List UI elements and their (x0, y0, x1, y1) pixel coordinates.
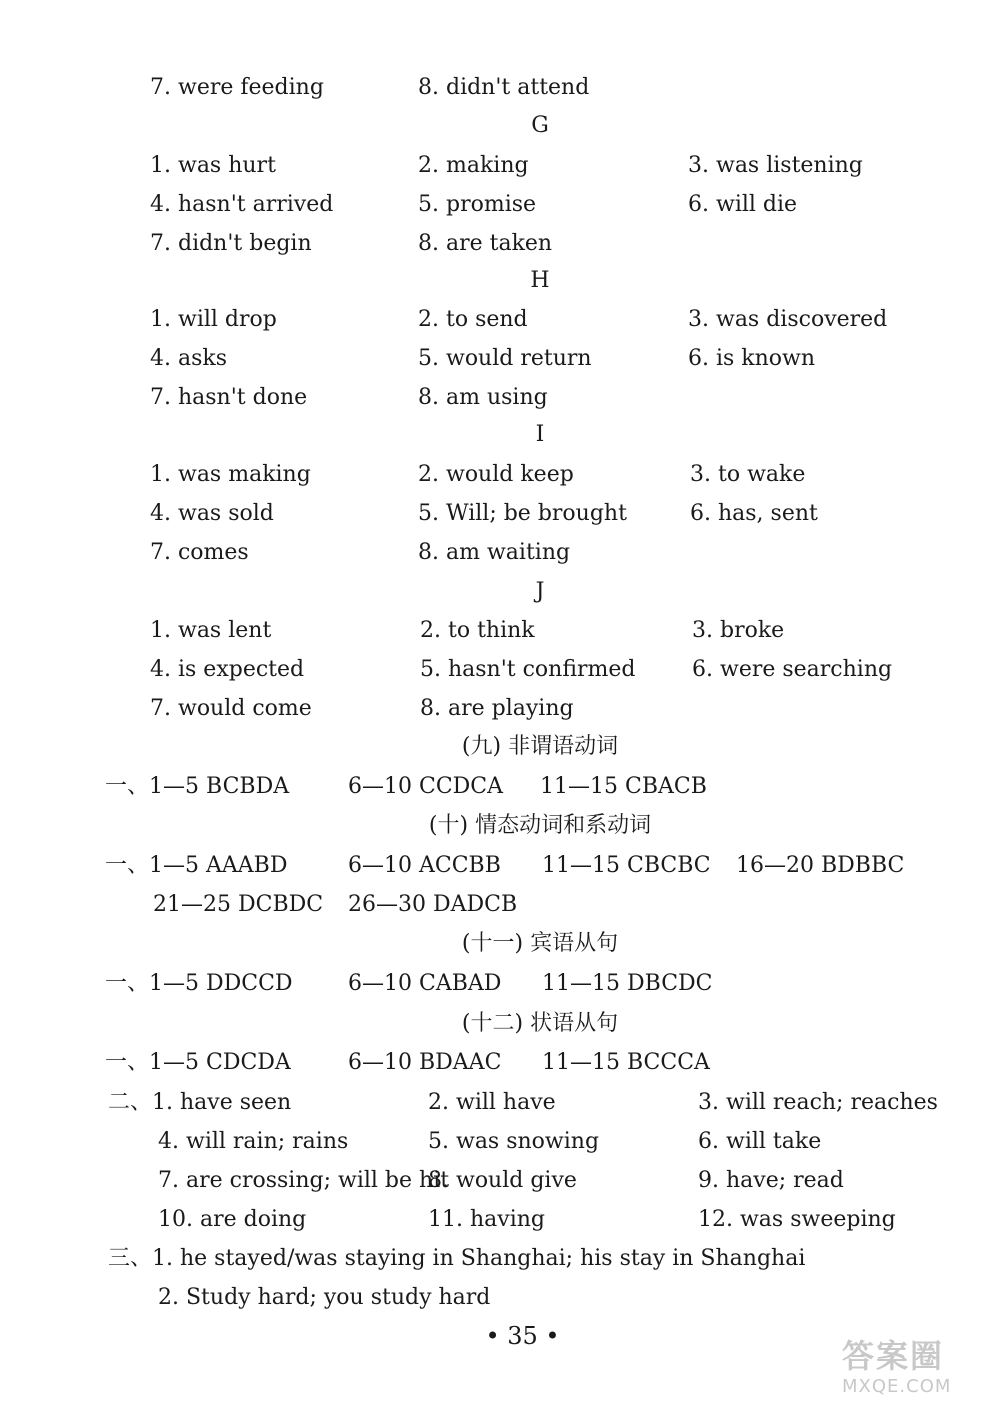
answer-item: 5. was snowing (428, 1129, 600, 1154)
answer-item: 2. Study hard; you study hard (158, 1285, 491, 1310)
watermark-text: 答案圈 (842, 1337, 945, 1375)
section-heading (0, 574, 1000, 610)
answer-item: 6—10 CCDCA (348, 774, 504, 799)
answer-item: 21—25 DCBDC (153, 892, 324, 917)
answer-item: 3. will reach; reaches (698, 1090, 938, 1115)
answer-item: 8. am using (418, 385, 548, 410)
answer-item: 11. having (428, 1207, 545, 1232)
answer-item: 6. is known (688, 346, 816, 371)
section-heading-text: I (535, 422, 545, 447)
answer-item: 8. are playing (420, 696, 574, 721)
answer-item: 7. comes (150, 540, 249, 565)
answer-row (0, 341, 1000, 377)
section-heading (0, 263, 1000, 299)
watermark-url: MXQE.COM (842, 1376, 952, 1397)
answer-item: 11—15 BCCCA (542, 1050, 710, 1075)
answer-item: 11—15 CBACB (540, 774, 707, 799)
answer-item: 3. to wake (690, 462, 806, 487)
answer-item: 5. promise (418, 192, 537, 217)
answer-item: 8. didn't attend (418, 75, 590, 100)
answer-row (0, 187, 1000, 223)
answer-item: 6—10 CABAD (348, 971, 502, 996)
answer-item: 6—10 BDAAC (348, 1050, 502, 1075)
answer-item: 6. has, sent (690, 501, 818, 526)
answer-row (0, 769, 1000, 805)
answer-item: 6—10 ACCBB (348, 853, 501, 878)
answer-row (0, 848, 1000, 884)
answer-item: 6. were searching (692, 657, 893, 682)
answer-row (0, 966, 1000, 1002)
answer-row (0, 1124, 1000, 1160)
section-heading-text: H (530, 268, 550, 293)
section-heading-text: (十一) 宾语从句 (461, 931, 619, 956)
answer-row (0, 226, 1000, 262)
section-heading (0, 926, 1000, 962)
answer-row (0, 1045, 1000, 1081)
answer-row (0, 1241, 1000, 1277)
section-heading-text: (十二) 状语从句 (461, 1011, 619, 1036)
answer-item: 1. was hurt (150, 153, 276, 178)
answer-row (0, 148, 1000, 184)
section-heading (0, 808, 1000, 844)
answer-item: 一、1—5 DDCCD (105, 971, 293, 996)
answer-item: 10. are doing (158, 1207, 307, 1232)
answer-item: 一、1—5 BCBDA (105, 774, 290, 799)
answer-item: 7. were feeding (150, 75, 324, 100)
answer-row (0, 457, 1000, 493)
answer-row (0, 302, 1000, 338)
answer-item: 三、1. he stayed/was staying in Shanghai; his stay in Shanghai (108, 1246, 806, 1271)
answer-item: 7. didn't begin (150, 231, 312, 256)
section-heading (0, 108, 1000, 144)
answer-item: 26—30 DADCB (348, 892, 518, 917)
answer-item: 1. was making (150, 462, 311, 487)
answer-row (0, 535, 1000, 571)
page-number: • 35 • (485, 1322, 560, 1350)
watermark-logo (842, 1336, 992, 1406)
answer-item: 16—20 BDBBC (736, 853, 905, 878)
answer-item: 4. hasn't arrived (150, 192, 334, 217)
answer-item: 4. is expected (150, 657, 305, 682)
answer-item: 6. will die (688, 192, 798, 217)
answer-item: 11—15 DBCDC (542, 971, 713, 996)
answer-row (0, 1202, 1000, 1238)
section-heading (0, 729, 1000, 765)
answer-item: 5. would return (418, 346, 592, 371)
answer-item: 4. asks (150, 346, 228, 371)
answer-item: 二、1. have seen (108, 1090, 292, 1115)
answer-item: 7. would come (150, 696, 312, 721)
answer-item: 5. Will; be brought (418, 501, 627, 526)
answer-item: 11—15 CBCBC (542, 853, 711, 878)
answer-item: 3. was discovered (688, 307, 888, 332)
answer-item: 2. will have (428, 1090, 556, 1115)
answer-item: 12. was sweeping (698, 1207, 896, 1232)
answer-item: 一、1—5 AAABD (105, 853, 288, 878)
answer-item: 7. hasn't done (150, 385, 308, 410)
section-heading-text: (九) 非谓语动词 (461, 734, 619, 759)
answer-item: 8. am waiting (418, 540, 571, 565)
answer-row (0, 380, 1000, 416)
answer-row (0, 613, 1000, 649)
answer-row (0, 691, 1000, 727)
answer-item: 2. making (418, 153, 529, 178)
answer-row (0, 1280, 1000, 1316)
answer-item: 一、1—5 CDCDA (105, 1050, 291, 1075)
answer-item: 5. hasn't confirmed (420, 657, 636, 682)
answer-row (0, 1163, 1000, 1199)
answer-item: 2. would keep (418, 462, 574, 487)
answer-row (0, 496, 1000, 532)
answer-item: 2. to send (418, 307, 528, 332)
section-heading-text: (十) 情态动词和系动词 (428, 813, 652, 838)
answer-item: 3. was listening (688, 153, 863, 178)
answer-item: 8. would give (428, 1168, 577, 1193)
answer-item: 4. will rain; rains (158, 1129, 349, 1154)
answer-item: 9. have; read (698, 1168, 844, 1193)
answer-row (0, 1085, 1000, 1121)
section-heading-text: J (535, 579, 545, 604)
answer-item: 2. to think (420, 618, 535, 643)
section-heading (0, 1006, 1000, 1042)
section-heading (0, 417, 1000, 453)
answer-item: 1. will drop (150, 307, 277, 332)
answer-row (0, 70, 1000, 106)
answer-item: 6. will take (698, 1129, 822, 1154)
answer-item: 8. are taken (418, 231, 553, 256)
answer-row (0, 887, 1000, 923)
answer-item: 4. was sold (150, 501, 274, 526)
answer-item: 3. broke (692, 618, 785, 643)
section-heading-text: G (531, 113, 549, 138)
answer-row (0, 652, 1000, 688)
answer-item: 1. was lent (150, 618, 272, 643)
answer-item: 7. are crossing; will be hit (158, 1168, 450, 1193)
